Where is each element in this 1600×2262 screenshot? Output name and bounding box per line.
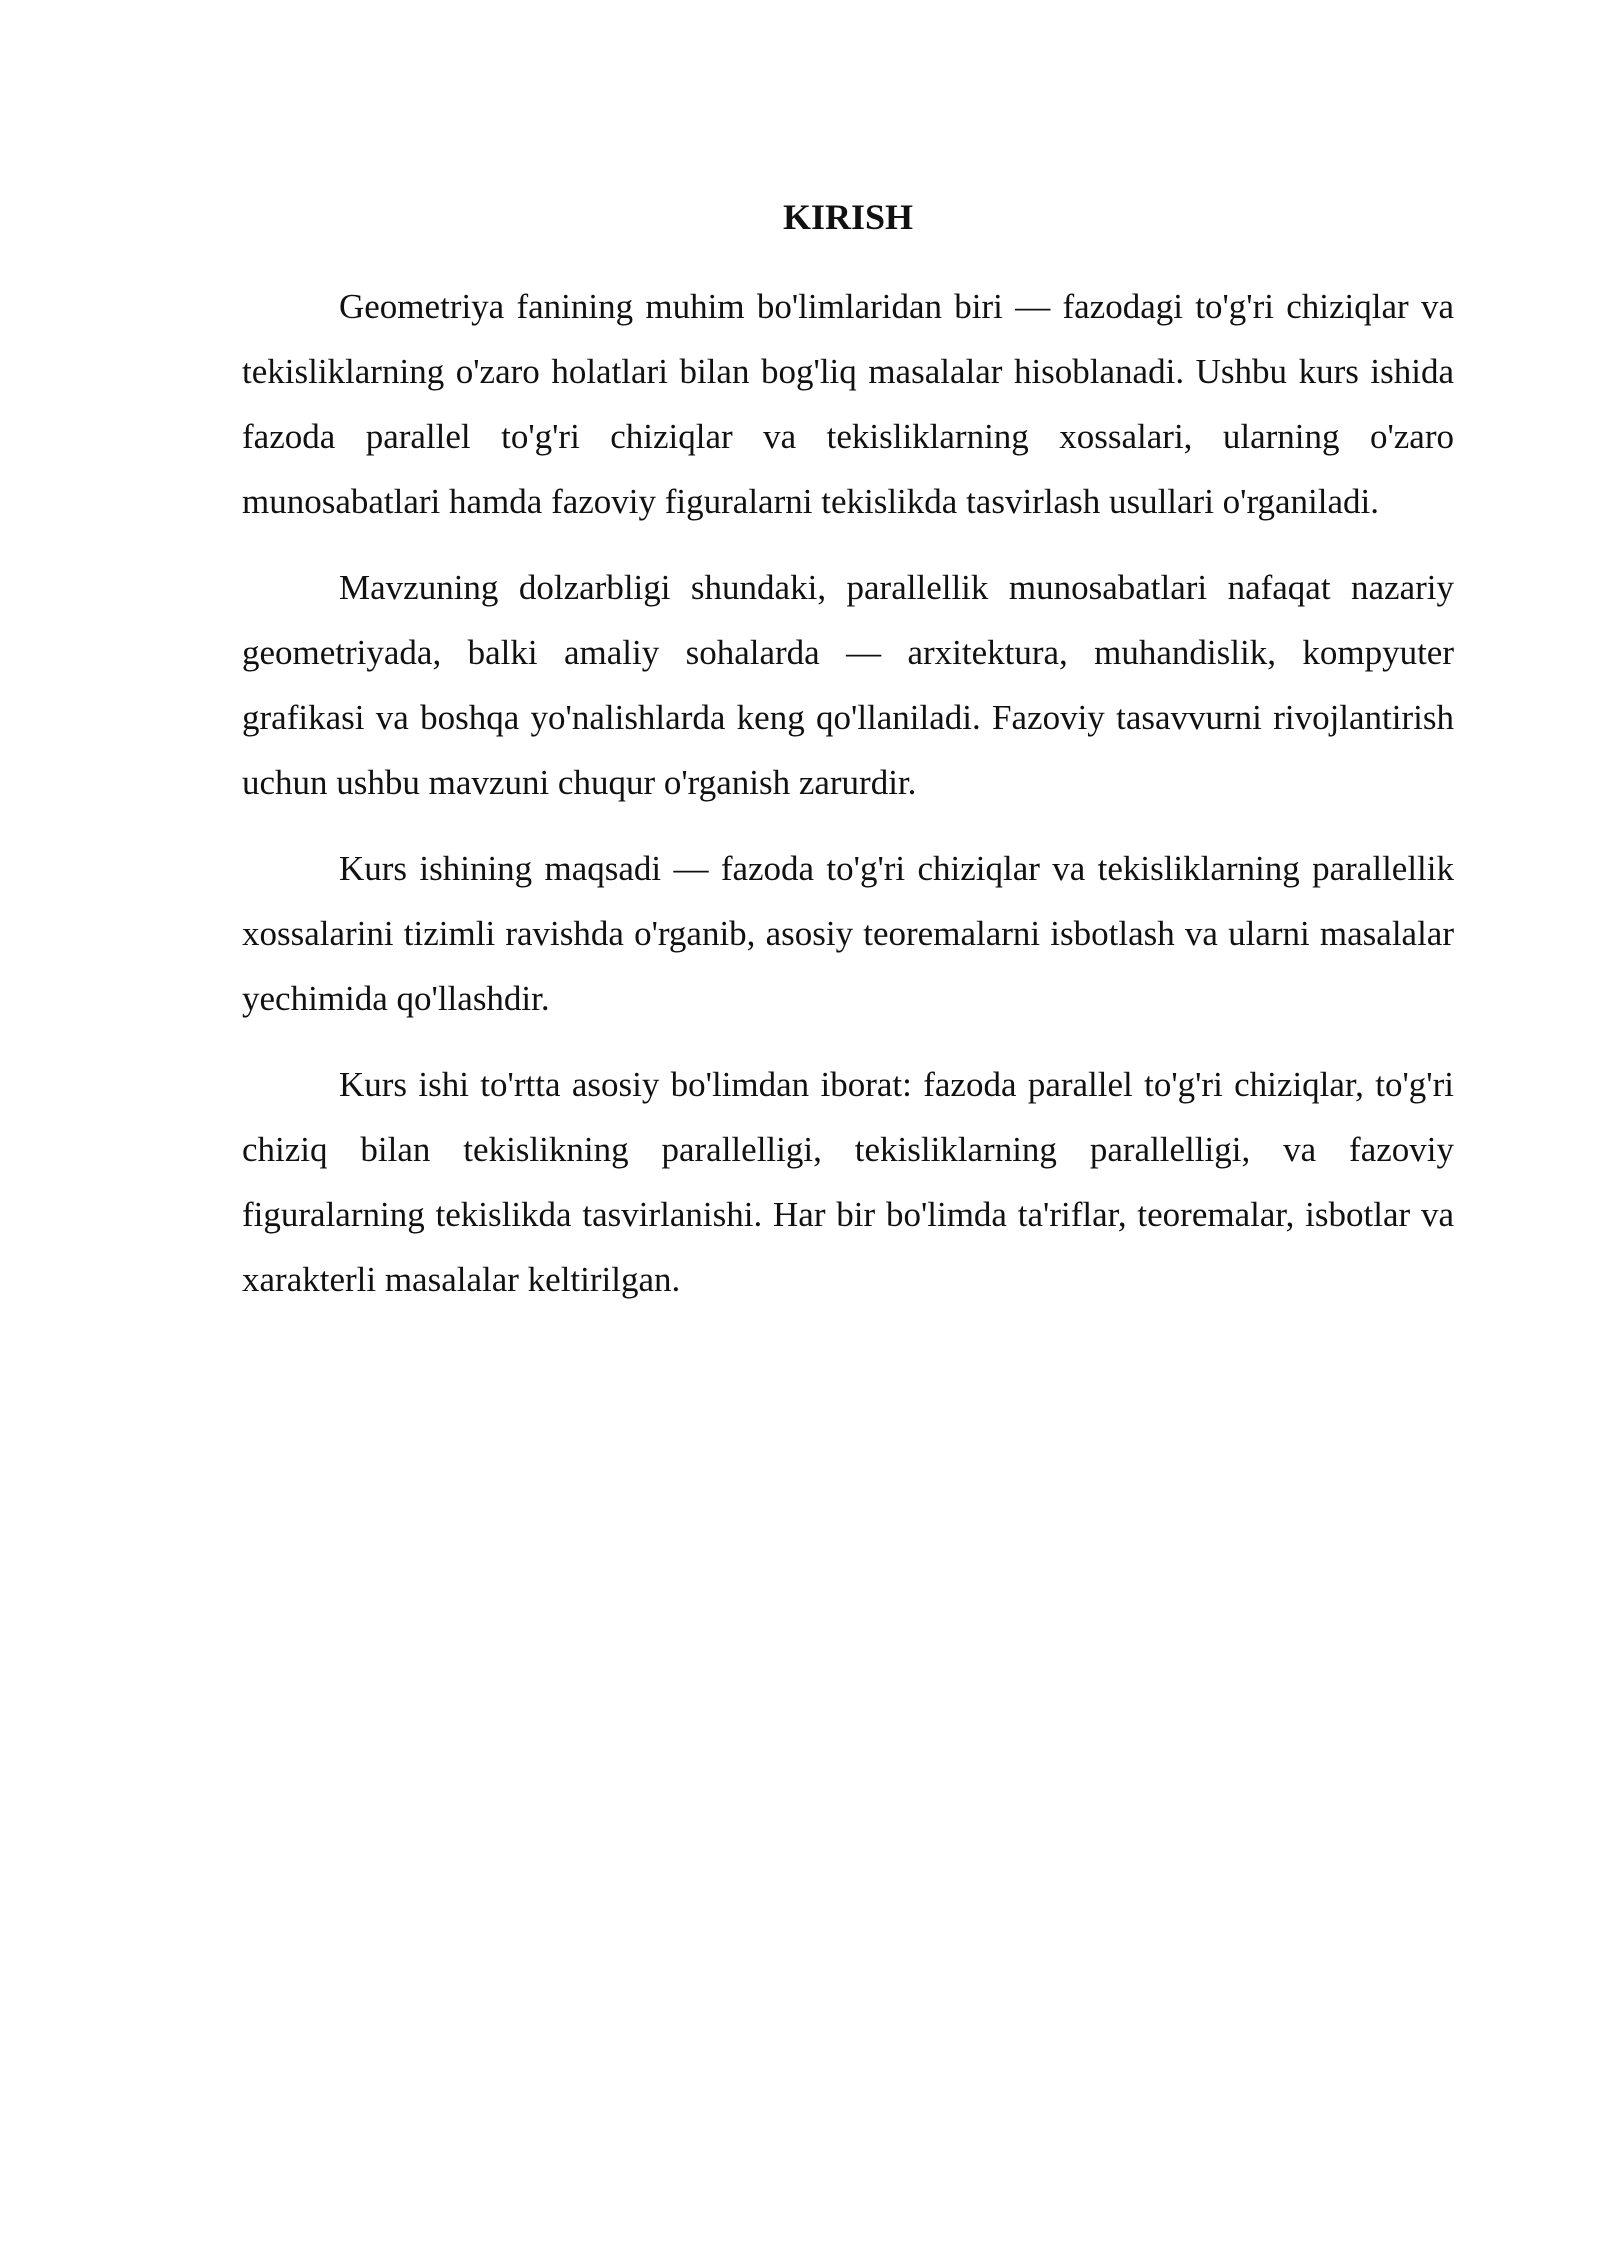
page-content [242, 190, 1454, 1333]
paragraph-3: Kurs ishining maqsadi — fazoda to'g'ri chiziqlar va tekisliklarning parallellik xossalarini tizimli ravishda o'rganib, asosiy teoremalarni isbotlash va ularni masalalar yechimida qo'llashdir. [242, 849, 1454, 1018]
paragraph-2: Mavzuning dolzarbligi shundaki, parallellik munosabatlari nafaqat nazariy geometriyada, balki amaliy sohalarda — arxitektura, muhandislik, kompyuter grafikasi va boshqa yo'nalishlarda keng qo'llaniladi. Fazoviy tasavvurni rivojlantirish uchun ushbu mavzuni chuqur o'rganish zarurdir. [242, 568, 1454, 802]
paragraph-1: Geometriya fanining muhim bo'limlaridan biri — fazodagi to'g'ri chiziqlar va tekisliklarning o'zaro holatlari bilan bog'liq masalalar hisoblanadi. Ushbu kurs ishida fazoda parallel to'g'ri chiziqlar va tekisliklarning xossalari, ularning o'zaro munosabatlari hamda fazoviy figuralarni tekislikda tasvirlash usullari o'rganiladi. [242, 287, 1454, 521]
section-heading: KIRISH [782, 197, 914, 237]
paragraph-4: Kurs ishi to'rtta asosiy bo'limdan iborat: fazoda parallel to'g'ri chiziqlar, to'g'ri chiziq bilan tekislikning parallelligi, tekisliklarning parallelligi, va fazoviy figuralarning tekislikda tasvirlanishi. Har bir bo'limda ta'riflar, teoremalar, isbotlar va xarakterli masalalar keltirilgan. [242, 1065, 1454, 1299]
